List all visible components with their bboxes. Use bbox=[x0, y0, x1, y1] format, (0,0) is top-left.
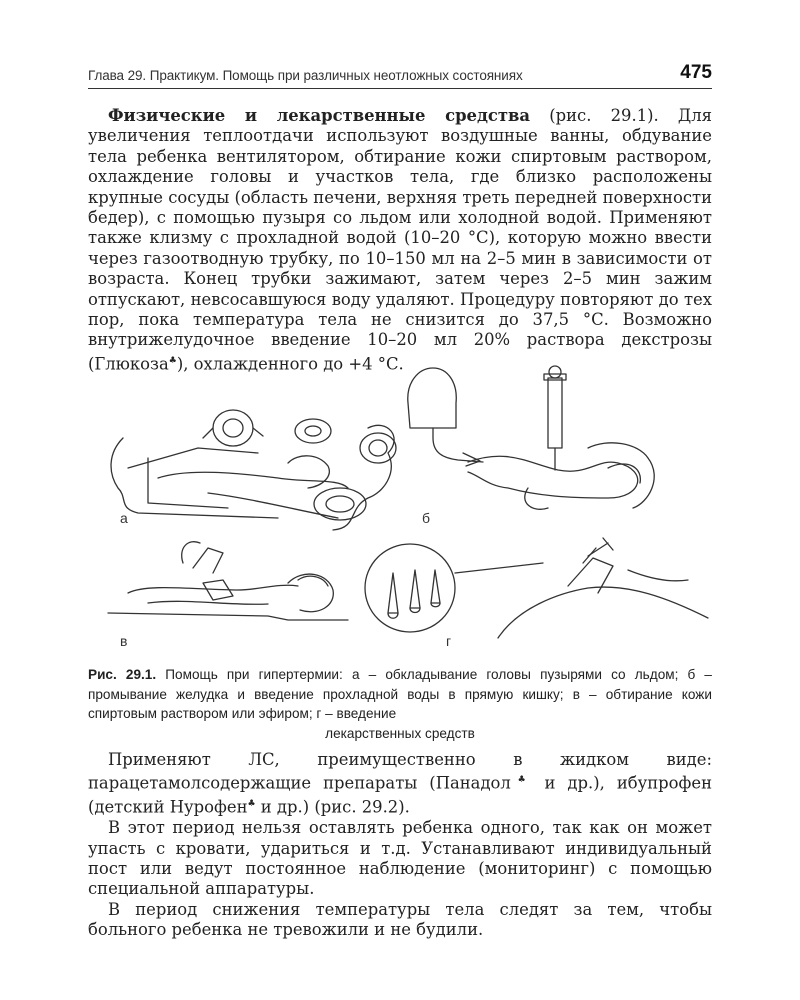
trademark-mark: ♣ bbox=[168, 355, 177, 366]
header-rule bbox=[88, 88, 712, 89]
p1-text-b: и др.), ибупрофен (детский Нурофен bbox=[88, 773, 712, 817]
intro-text-a: (рис. 29.1). Для увеличения теплоотдачи используют воздушные ванны, обдувание тела ребенка вентилятором, обтирание кожи спиртовым раствором, охлаждение головы и участков тела, где близко расположены крупные сосуды (область печени, верхняя треть передней поверхности бедер), с помощью пузыря со льдом или холодной водой. Применяют также клизму с прохладной водой (10–20 °С), которую можно ввести через газоотводную трубку, по 10–150 мл на 2–5 мин в зависимости от возраста. Конец трубки зажимают, затем через 2–5 мин зажим отпускают, невсосавшуюся воду удаляют. Процедуру повторяют до тех пор, пока температура тела не снизится до 37,5 °С. Возможно внутрижелудочное введение 10–20 мл 20% раствора декстрозы (Глюкоза bbox=[88, 106, 712, 374]
p1-text-a: Применяют ЛС, преимущественно в жидком виде: парацетамолсодержащие препараты (Панадол bbox=[88, 750, 712, 793]
figure-illustration bbox=[88, 355, 712, 658]
paragraph-medicines bbox=[88, 750, 712, 818]
panel-label-c: в bbox=[120, 633, 128, 649]
panel-b-drawing bbox=[408, 366, 654, 509]
figure-caption bbox=[88, 665, 712, 743]
p1-text-c: и др.) (рис. 29.2). bbox=[255, 797, 410, 817]
intro-term: Физические и лекарственные средства bbox=[108, 106, 531, 125]
chapter-title: Глава 29. Практикум. Помощь при различных неотложных состояниях bbox=[88, 68, 523, 83]
intro-text-b: ), охлажденного до +4 °С. bbox=[176, 354, 404, 374]
trademark-mark: ♣ bbox=[510, 775, 533, 786]
figure-29-1 bbox=[88, 355, 712, 658]
panel-label-d: г bbox=[446, 633, 452, 649]
panel-a-drawing bbox=[111, 410, 396, 530]
panel-c-drawing bbox=[108, 542, 348, 620]
caption-label: Рис. 29.1. bbox=[88, 667, 157, 682]
panel-label-b: б bbox=[422, 510, 431, 526]
paragraph-supervision: В этот период нельзя оставлять ребенка одного, так как он может упасть с кровати, удариться и т.д. Устанавливают индивидуальный пост или ведут постоянное наблюдение (мониторинг) с помощью специальной аппаратуры. bbox=[88, 818, 712, 899]
intro-paragraph bbox=[88, 106, 712, 375]
page-number: 475 bbox=[680, 62, 712, 83]
paragraph-rest: В период снижения температуры тела следят за тем, чтобы больного ребенка не тревожили и не будили. bbox=[88, 899, 712, 940]
page-header bbox=[88, 54, 712, 88]
caption-text: Помощь при гипертермии: а – обкладывание головы пузырями со льдом; б – промывание желудка и введение прохладной воды в прямую кишку; в – обтирание кожи спиртовым раствором или эфиром; г – введение bbox=[88, 667, 712, 721]
caption-last-line: лекарственных средств bbox=[325, 725, 475, 741]
body-text bbox=[88, 750, 712, 941]
trademark-mark: ♣ bbox=[247, 799, 256, 810]
panel-d-drawing bbox=[365, 538, 708, 638]
panel-label-a: а bbox=[120, 510, 128, 526]
